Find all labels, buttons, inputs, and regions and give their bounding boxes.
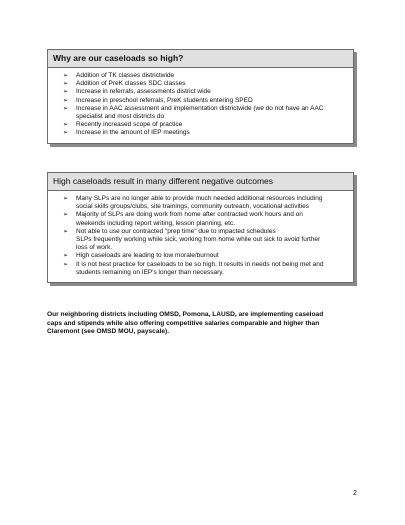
arrow-bullet-icon: ➢ — [63, 97, 69, 104]
neighboring-districts-note — [47, 311, 359, 337]
list-item-text: SLPs frequently working while sick, working from home while out sick to avoid further — [76, 236, 321, 244]
list-item-text: Increase in preschool referrals, PreK students entering SPED — [76, 96, 253, 104]
arrow-bullet-icon: ➢ — [63, 196, 69, 202]
arrow-bullet-icon: ➢ — [63, 261, 69, 268]
note-line: caps and stipends while also offering competitive salaries comparable and higher than — [47, 319, 320, 327]
note-line: Our neighboring districts including OMSD, Pomona, LAUSD, are implementing caseload — [47, 311, 324, 318]
caseload-causes-heading: Why are our caseloads so high? — [48, 50, 353, 68]
arrow-bullet-icon: ➢ — [63, 212, 69, 219]
arrow-bullet-icon: ➢ — [63, 89, 69, 96]
negative-outcomes-list — [63, 195, 347, 277]
list-item — [63, 88, 347, 96]
list-item-text: It is not best practice for caseloads to be so high. It results in needs not being met and — [76, 260, 324, 268]
list-item-text: loss of work. — [76, 244, 113, 252]
list-item-text: Increase in referrals, assessments district wide — [76, 88, 211, 96]
list-item — [63, 195, 347, 211]
arrow-bullet-icon: ➢ — [63, 130, 69, 137]
arrow-bullet-icon: ➢ — [63, 105, 69, 112]
list-item-text: students remaining on IEP's longer than necessary. — [76, 268, 224, 276]
list-item — [63, 261, 347, 277]
list-item-text: Increase in AAC assessment and implementation districtwide (we do not have an AAC — [76, 104, 324, 112]
list-item — [63, 228, 347, 253]
caseload-causes-list — [63, 72, 347, 138]
list-item-text: Addition of PreK classes SDC classes — [76, 80, 186, 88]
negative-outcomes-box — [47, 172, 354, 283]
arrow-bullet-icon: ➢ — [63, 228, 69, 235]
caseload-causes-box — [47, 49, 354, 144]
list-item — [63, 121, 347, 129]
list-item — [63, 72, 347, 80]
list-item — [63, 97, 347, 105]
list-item — [63, 129, 347, 137]
list-item-text: social skills groups/clubs, site trainings, community outreach, vocational activities — [76, 203, 310, 211]
list-item-text: Many SLPs are no longer able to provide much needed additional resources including — [76, 195, 323, 202]
list-item — [63, 105, 347, 121]
list-item-text: Recently increased scope of practice — [76, 121, 183, 129]
list-item-text: Majority of SLPs are doing work from home after contracted work hours and on — [76, 211, 303, 219]
arrow-bullet-icon: ➢ — [63, 122, 69, 129]
note-line: Claremont (see OMSD MOU, payscale). — [47, 328, 170, 336]
arrow-bullet-icon: ➢ — [63, 81, 69, 88]
list-item-text: weekends including report writing, lesson planning, etc. — [76, 219, 235, 227]
list-item-text: Increase in the amount of IEP meetings — [76, 129, 190, 137]
arrow-bullet-icon: ➢ — [63, 73, 69, 79]
page-number: 2 — [353, 490, 357, 497]
list-item — [63, 252, 347, 260]
list-item-text: Not able to use our contracted "prep time" due to impacted schedules — [76, 227, 276, 235]
negative-outcomes-heading: High caseloads result in many different negative outcomes — [48, 173, 353, 191]
list-item — [63, 80, 347, 88]
list-item-text: High caseloads are leading to low morale/burnout — [76, 252, 219, 260]
arrow-bullet-icon: ➢ — [63, 253, 69, 260]
list-item-text: Addition of TK classes districtwide — [76, 72, 175, 79]
list-item-text: specialist and most districts do — [76, 113, 165, 121]
list-item — [63, 211, 347, 227]
